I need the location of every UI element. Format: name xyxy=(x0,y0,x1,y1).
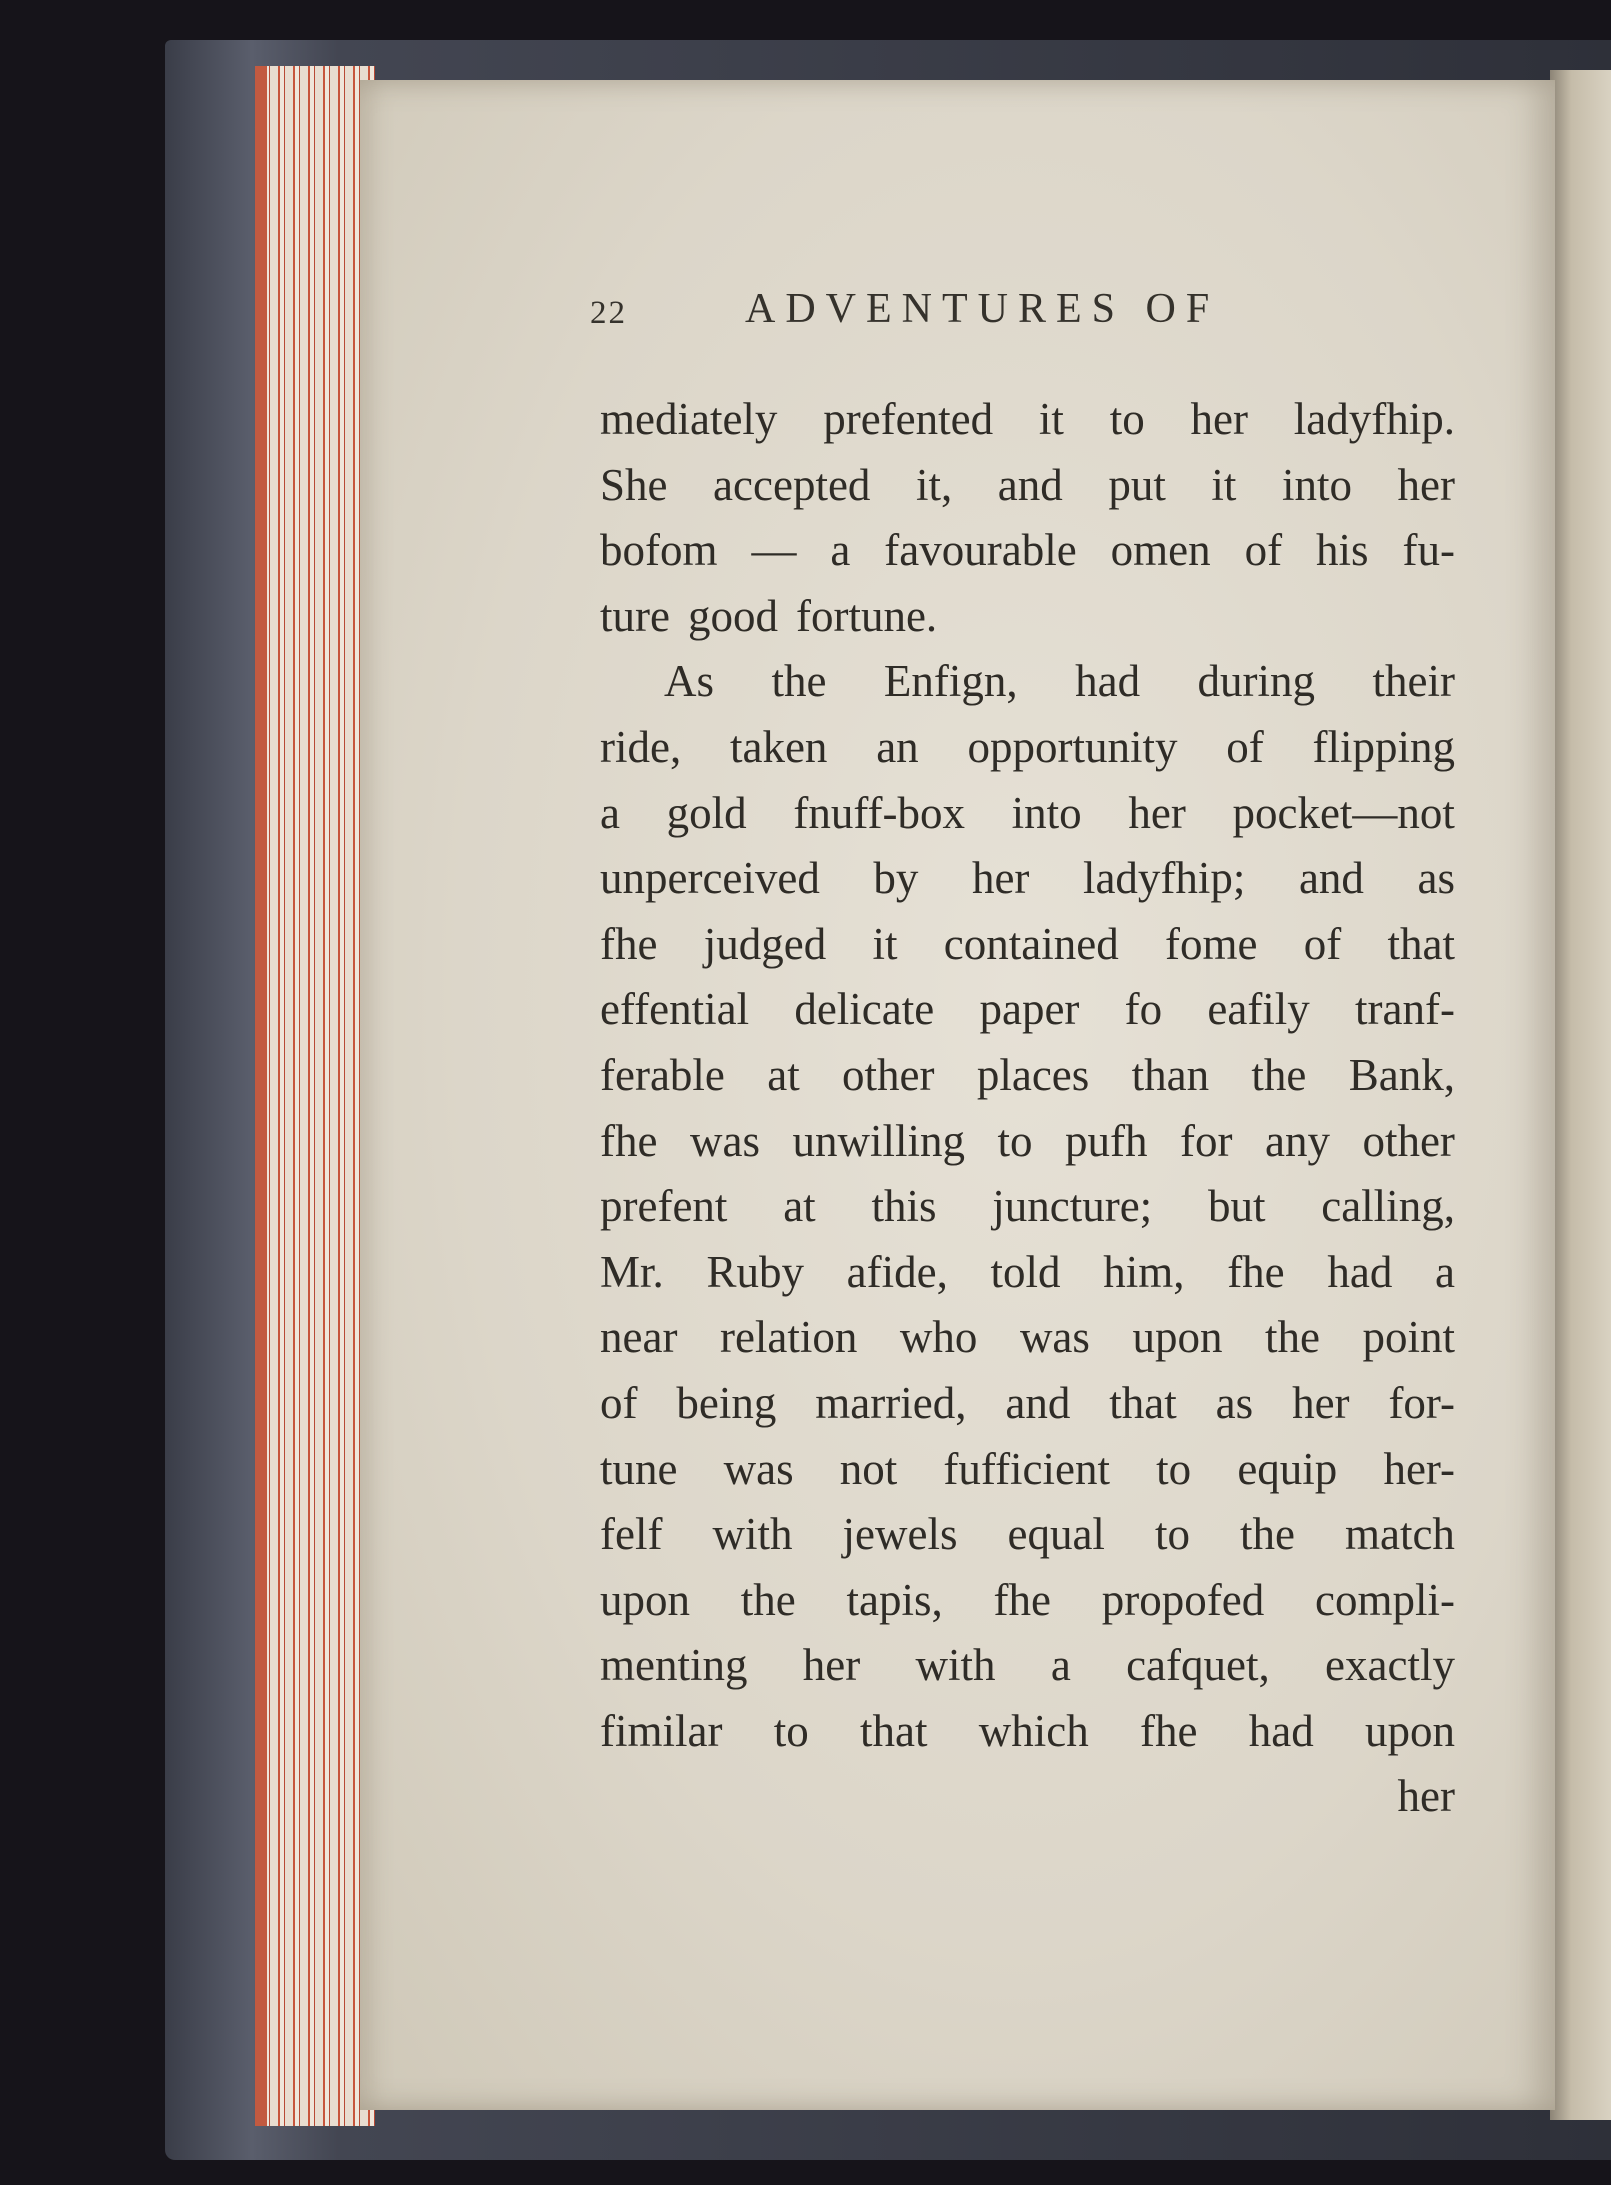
page-stack-edges xyxy=(255,66,375,2126)
word: relation xyxy=(719,1312,858,1363)
word: fufficient xyxy=(943,1443,1111,1494)
word: the xyxy=(1264,1312,1320,1363)
word: omen xyxy=(1110,525,1211,576)
text-line xyxy=(600,584,1455,650)
word: pufh xyxy=(1064,1115,1148,1166)
word: tune xyxy=(600,1443,678,1494)
word: menting xyxy=(600,1640,748,1691)
text-line xyxy=(600,1043,1455,1109)
word: fhe xyxy=(600,1115,658,1166)
text-line xyxy=(600,977,1455,1043)
word: ladyfhip; xyxy=(1082,853,1246,904)
word: upon xyxy=(600,1574,690,1625)
word: fhe xyxy=(600,918,658,969)
text-line xyxy=(600,1699,1455,1765)
word: her xyxy=(1397,459,1455,510)
word: to xyxy=(1154,1509,1190,1560)
word: but xyxy=(1207,1181,1266,1232)
word: being xyxy=(676,1377,777,1428)
text-line xyxy=(600,846,1455,912)
word: it, xyxy=(915,459,953,510)
word: that xyxy=(1109,1377,1177,1428)
body-text xyxy=(600,387,1455,1830)
word: into xyxy=(1281,459,1352,510)
facing-page-edge xyxy=(1550,70,1611,2120)
text-line xyxy=(600,912,1455,978)
word: calling, xyxy=(1321,1181,1455,1232)
text-line xyxy=(600,1437,1455,1503)
word: the xyxy=(1239,1509,1295,1560)
word: at xyxy=(783,1181,816,1232)
word: it xyxy=(872,918,898,969)
red-page-edge xyxy=(255,66,267,2126)
word: mediately xyxy=(600,394,778,444)
word: her xyxy=(1190,394,1248,444)
catchword: her xyxy=(1397,1771,1455,1822)
word: ride, xyxy=(600,721,682,772)
word: fortune. xyxy=(795,590,938,641)
word: eafily xyxy=(1207,984,1310,1035)
word: any xyxy=(1264,1115,1330,1166)
word: her xyxy=(1128,787,1186,838)
text-line xyxy=(600,1174,1455,1240)
word: to xyxy=(997,1115,1033,1166)
word: cafquet, xyxy=(1126,1640,1270,1691)
word: her- xyxy=(1383,1443,1455,1494)
word: as xyxy=(1417,853,1455,904)
word: judged xyxy=(703,918,827,969)
word: opportunity xyxy=(967,721,1178,772)
word: Ruby xyxy=(706,1246,804,1297)
word: her xyxy=(1292,1377,1350,1428)
text-line xyxy=(600,518,1455,584)
word: effential xyxy=(600,984,750,1035)
word: contained xyxy=(943,918,1119,969)
word: She xyxy=(600,459,668,510)
catchword-line xyxy=(600,1764,1455,1830)
word: afide, xyxy=(846,1246,948,1297)
word: for- xyxy=(1388,1377,1455,1428)
page-number: 22 xyxy=(590,295,627,331)
word: and xyxy=(1005,1377,1071,1428)
word: with xyxy=(712,1509,793,1560)
text-line xyxy=(600,649,1455,715)
word: — xyxy=(751,525,797,576)
word: flipping xyxy=(1312,721,1455,772)
word: put xyxy=(1108,459,1166,510)
word: the xyxy=(1251,1049,1307,1100)
word: taken xyxy=(729,721,828,772)
word: ture xyxy=(600,590,670,641)
word: fnuff-box xyxy=(793,787,965,838)
word: a xyxy=(1435,1246,1455,1297)
word: and xyxy=(997,459,1063,510)
word: a xyxy=(1050,1640,1071,1691)
word: Bank, xyxy=(1348,1049,1455,1100)
running-title: ADVENTURES OF xyxy=(745,286,1220,332)
word: which xyxy=(978,1705,1089,1756)
word: to xyxy=(773,1705,809,1756)
word: that xyxy=(1387,918,1455,969)
word: of xyxy=(1244,525,1283,576)
word: at xyxy=(767,1049,800,1100)
word: had xyxy=(1248,1705,1314,1756)
word: as xyxy=(1215,1377,1254,1428)
word: to xyxy=(1156,1443,1192,1494)
word: exactly xyxy=(1325,1640,1455,1691)
word: fu- xyxy=(1402,525,1455,576)
word: tranf- xyxy=(1355,984,1455,1035)
text-line xyxy=(600,1305,1455,1371)
word: during xyxy=(1197,656,1316,707)
word: gold xyxy=(666,787,747,838)
word: by xyxy=(873,853,919,904)
word: their xyxy=(1372,656,1455,707)
word: was xyxy=(1019,1312,1090,1363)
word: unwilling xyxy=(792,1115,965,1166)
word: him, xyxy=(1103,1246,1185,1297)
word: delicate xyxy=(794,984,935,1035)
word: of xyxy=(1303,918,1342,969)
word: upon xyxy=(1365,1705,1455,1756)
text-line xyxy=(600,781,1455,847)
text-line xyxy=(600,1240,1455,1306)
word: felf xyxy=(600,1509,663,1560)
word: told xyxy=(990,1246,1061,1297)
word: ferable xyxy=(600,1049,725,1100)
word: accepted xyxy=(713,459,871,510)
text-line xyxy=(600,1568,1455,1634)
word: bofom xyxy=(600,525,718,576)
word: it xyxy=(1038,394,1064,444)
text-line xyxy=(600,1502,1455,1568)
word: had xyxy=(1327,1246,1393,1297)
word: of xyxy=(1226,721,1264,772)
word: into xyxy=(1011,787,1082,838)
word: his xyxy=(1316,525,1369,576)
word: Enfign, xyxy=(883,656,1018,707)
word: prefented xyxy=(823,394,994,444)
word: equal xyxy=(1007,1509,1105,1560)
word: fhe xyxy=(1227,1246,1285,1297)
text-line xyxy=(600,715,1455,781)
word: propofed xyxy=(1101,1574,1265,1625)
word: upon xyxy=(1132,1312,1223,1363)
word: her xyxy=(971,853,1030,904)
word: near xyxy=(600,1312,678,1363)
word: than xyxy=(1131,1049,1210,1100)
word: tapis, xyxy=(846,1574,943,1625)
word: places xyxy=(976,1049,1090,1100)
word: unperceived xyxy=(600,853,820,904)
word: the xyxy=(771,656,827,707)
word: ladyfhip. xyxy=(1293,394,1455,444)
word: pocket—not xyxy=(1232,787,1455,838)
word: Mr. xyxy=(600,1246,664,1297)
word: fimilar xyxy=(600,1705,723,1756)
word: that xyxy=(860,1705,928,1756)
word: a xyxy=(830,525,851,576)
word: not xyxy=(839,1443,898,1494)
text-line xyxy=(600,387,1455,453)
word: the xyxy=(740,1574,796,1625)
word: compli- xyxy=(1314,1574,1455,1625)
word: to xyxy=(1109,394,1145,444)
word: and xyxy=(1298,853,1364,904)
word: prefent xyxy=(600,1181,728,1232)
word: juncture; xyxy=(992,1181,1153,1232)
word: point xyxy=(1362,1312,1455,1363)
word: equip xyxy=(1237,1443,1338,1494)
word: was xyxy=(689,1115,760,1166)
word: with xyxy=(915,1640,996,1691)
word: fhe xyxy=(993,1574,1051,1625)
word: had xyxy=(1075,656,1141,707)
text-line xyxy=(600,1109,1455,1175)
word: fo xyxy=(1124,984,1163,1035)
word: it xyxy=(1211,459,1237,510)
word: fhe xyxy=(1140,1705,1198,1756)
word: favourable xyxy=(884,525,1077,576)
word: who xyxy=(899,1312,978,1363)
word: As xyxy=(664,656,715,707)
word: for xyxy=(1179,1115,1233,1166)
word: other xyxy=(1362,1115,1455,1166)
word: married, xyxy=(815,1377,967,1428)
word: other xyxy=(842,1049,935,1100)
word: a xyxy=(600,787,620,838)
word: this xyxy=(871,1181,937,1232)
word: paper xyxy=(979,984,1080,1035)
word: fome xyxy=(1164,918,1258,969)
text-line xyxy=(600,1371,1455,1437)
text-line xyxy=(600,1633,1455,1699)
word: was xyxy=(723,1443,794,1494)
word: jewels xyxy=(842,1509,958,1560)
running-head xyxy=(590,285,1350,345)
text-line xyxy=(600,453,1455,519)
word: an xyxy=(876,721,919,772)
word: match xyxy=(1344,1509,1455,1560)
word: good xyxy=(687,590,778,641)
word: of xyxy=(600,1377,638,1428)
word: her xyxy=(802,1640,861,1691)
